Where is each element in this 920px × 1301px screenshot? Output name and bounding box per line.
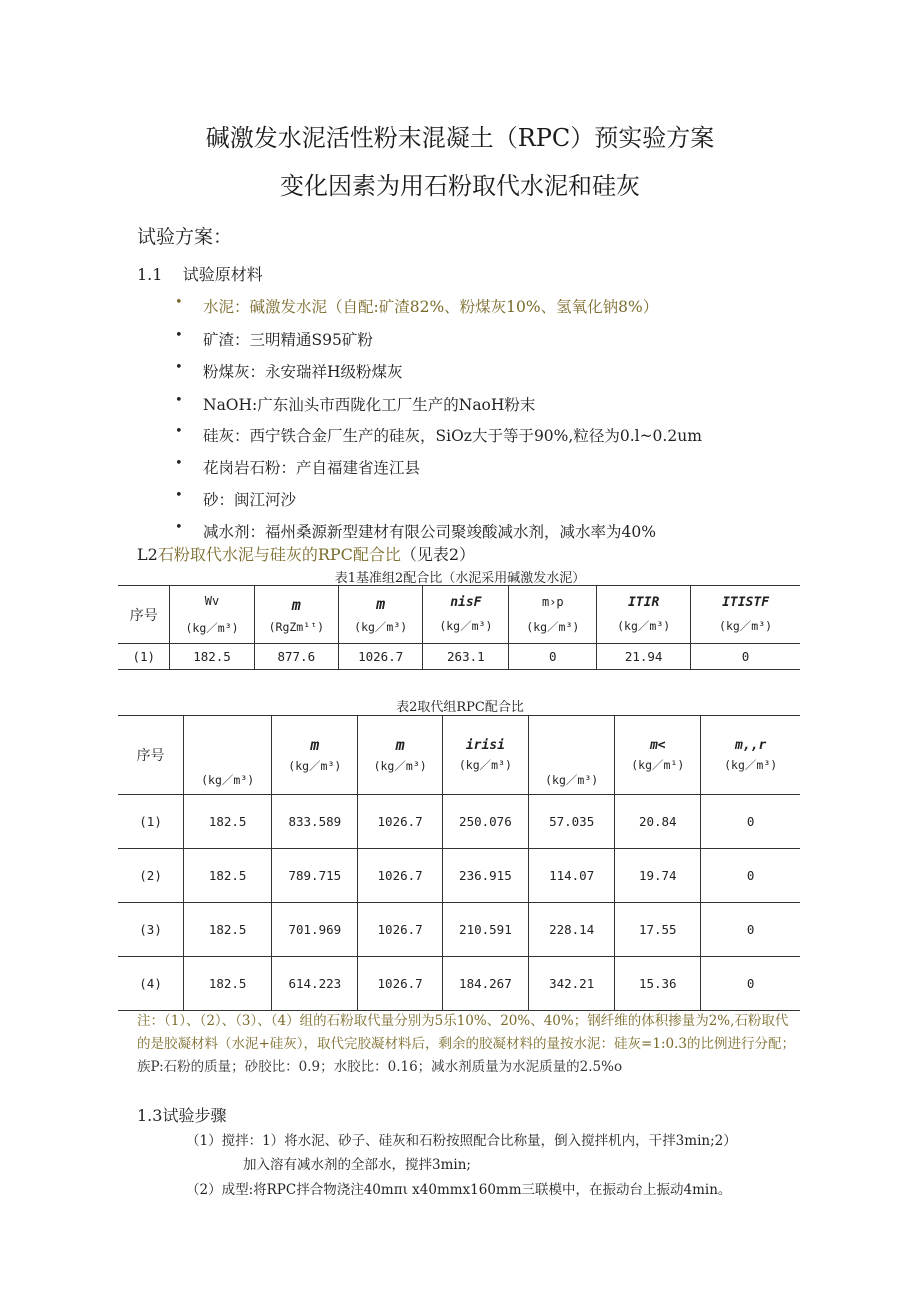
table-cell: 789.715 xyxy=(272,849,358,903)
table-cell: 0 xyxy=(701,903,800,957)
plan-heading: 试验方案： xyxy=(137,226,233,248)
table2-header-cell: m (kg／m³) xyxy=(272,716,358,795)
table2-caption: 表2取代组RPC配合比 xyxy=(396,700,524,715)
table-cell: 342.21 xyxy=(529,957,615,1011)
document-title-line1: 碱激发水泥活性粉末混凝土（RPC）预实验方案 xyxy=(205,124,715,152)
bullet-item: • 硅灰：西宁铁合金厂生产的硅灰，SiOz大于等于90%,粒径为0.l~0.2um xyxy=(175,424,702,445)
table-row xyxy=(118,795,800,849)
table-cell: 0 xyxy=(701,957,800,1011)
table-cell: 0 xyxy=(701,849,800,903)
table1-header-cell: Wv (kg／m³) xyxy=(170,586,254,644)
table1-header-cell: m (RgZm¹ᵗ) xyxy=(254,586,338,644)
table-cell: 250.076 xyxy=(442,795,528,849)
table2-header-cell: m,,r (kg／m³) xyxy=(701,716,800,795)
step-1-line-2: 加入溶有减水剂的全部水，搅拌3min; xyxy=(243,1157,471,1173)
table-cell: (1) xyxy=(118,644,170,670)
table-row xyxy=(118,903,800,957)
table-cell: 701.969 xyxy=(272,903,358,957)
table-cell: 0 xyxy=(701,795,800,849)
section-1-2-heading: L2石粉取代水泥与硅灰的RPC配合比（见表2） xyxy=(137,545,476,564)
table-cell: (4) xyxy=(118,957,184,1011)
table-row xyxy=(118,644,800,670)
table-cell: 210.591 xyxy=(442,903,528,957)
table1 xyxy=(118,585,800,670)
table-cell: (3) xyxy=(118,903,184,957)
step-2: （2）成型:将RPC拌合物浇注40mπι x40mmx160mm三联模中，在振动台上振动4min。 xyxy=(186,1182,732,1198)
table-cell: (1) xyxy=(118,795,184,849)
table-cell: 263.1 xyxy=(423,644,509,670)
table2 xyxy=(118,715,800,1011)
table1-header-cell: 序号 xyxy=(118,586,170,644)
table-row xyxy=(118,849,800,903)
table-cell: 1026.7 xyxy=(339,644,423,670)
table-cell: 182.5 xyxy=(184,957,272,1011)
bullet-dot-icon: • xyxy=(175,488,183,503)
bullet-item: • 矿渣：三明精通S95矿粉 xyxy=(175,328,373,349)
section-1-3-heading: 1.3试验步骤 xyxy=(137,1106,227,1125)
table-cell: 21.94 xyxy=(597,644,691,670)
table1-header-cell: ITISTF (kg／m³) xyxy=(691,586,800,644)
table-cell: 19.74 xyxy=(615,849,701,903)
bullet-dot-icon: • xyxy=(175,456,183,471)
table-cell: 182.5 xyxy=(170,644,254,670)
table-cell: 184.267 xyxy=(442,957,528,1011)
table-cell: 877.6 xyxy=(254,644,338,670)
bullet-dot-icon: • xyxy=(175,360,183,375)
table-cell: 182.5 xyxy=(184,849,272,903)
table-row xyxy=(118,957,800,1011)
table-cell: (2) xyxy=(118,849,184,903)
table-cell: 1026.7 xyxy=(358,849,442,903)
table1-caption: 表1基准组2配合比（水泥采用碱激发水泥） xyxy=(334,571,586,586)
table1-header-cell: m›p (kg／m³) xyxy=(509,586,597,644)
table-cell: 0 xyxy=(509,644,597,670)
bullet-dot-icon: • xyxy=(175,328,183,343)
table1-header-row xyxy=(118,586,800,644)
table-cell: 1026.7 xyxy=(358,957,442,1011)
bullet-item: • 粉煤灰：永安瑞祥H级粉煤灰 xyxy=(175,360,403,381)
table2-header-cell: (kg／m³) xyxy=(529,716,615,795)
document-title-line2: 变化因素为用石粉取代水泥和硅灰 xyxy=(280,172,640,200)
table1-header-cell: m (kg／m³) xyxy=(339,586,423,644)
table-cell: 833.589 xyxy=(272,795,358,849)
table2-header-cell: (kg／m³) xyxy=(184,716,272,795)
bullet-item: • NaOH:广东汕头市西陇化工厂生产的NaoH粉末 xyxy=(175,393,536,414)
table2-header-cell: 序号 xyxy=(118,716,184,795)
bullet-item: • 花岗岩石粉：产自福建省连江县 xyxy=(175,456,421,477)
step-1-line-1: （1）搅拌：1）将水泥、砂子、硅灰和石粉按照配合比称量，倒入搅拌机内，干拌3min;2） xyxy=(186,1133,737,1149)
table-cell: 1026.7 xyxy=(358,795,442,849)
table-cell: 17.55 xyxy=(615,903,701,957)
bullet-dot-icon: • xyxy=(175,520,183,535)
bullet-item: • 减水剂：福州桑源新型建材有限公司聚竣酸减水剂，减水率为40% xyxy=(175,520,656,541)
table-cell: 0 xyxy=(691,644,800,670)
table1-header-cell: nisF (kg／m³) xyxy=(423,586,509,644)
table-cell: 20.84 xyxy=(615,795,701,849)
bullet-item: • 水泥：碱激发水泥（自配:矿渣82%、粉煤灰10%、氢氧化钠8%） xyxy=(175,295,659,316)
table2-footnote: 注：（1）、（2）、（3）、（4）组的石粉取代量分别为5乐10%、20%、40%；钢纤维的体积掺量为2%,石粉取代的是胶凝材料（水泥+硅灰），取代完胶凝材料后，剩余的胶凝材料的量按水泥：硅灰=1:0.3的比例进行分配；族P:石粉的质量；砂胶比：0.9；水胶比：0.16；减水剂质量为水泥质量的2.5%o xyxy=(137,1013,795,1075)
table2-header-cell: irisi (kg／m³) xyxy=(442,716,528,795)
table-cell: 1026.7 xyxy=(358,903,442,957)
section-1-1-heading: 1.1 试验原材料 xyxy=(137,265,263,284)
bullet-dot-icon: • xyxy=(175,295,183,310)
table2-header-cell: m (kg／m³) xyxy=(358,716,442,795)
table-cell: 236.915 xyxy=(442,849,528,903)
table-cell: 114.07 xyxy=(529,849,615,903)
table2-header-cell: m< (kg／m¹) xyxy=(615,716,701,795)
table2-header-row xyxy=(118,716,800,795)
table-cell: 182.5 xyxy=(184,795,272,849)
table-cell: 182.5 xyxy=(184,903,272,957)
table-cell: 228.14 xyxy=(529,903,615,957)
bullet-dot-icon: • xyxy=(175,424,183,439)
bullet-item: • 砂：闽江河沙 xyxy=(175,488,297,509)
table-cell: 614.223 xyxy=(272,957,358,1011)
table-cell: 15.36 xyxy=(615,957,701,1011)
table-cell: 57.035 xyxy=(529,795,615,849)
table1-header-cell: ITIR (kg／m³) xyxy=(597,586,691,644)
bullet-dot-icon: • xyxy=(175,393,183,408)
